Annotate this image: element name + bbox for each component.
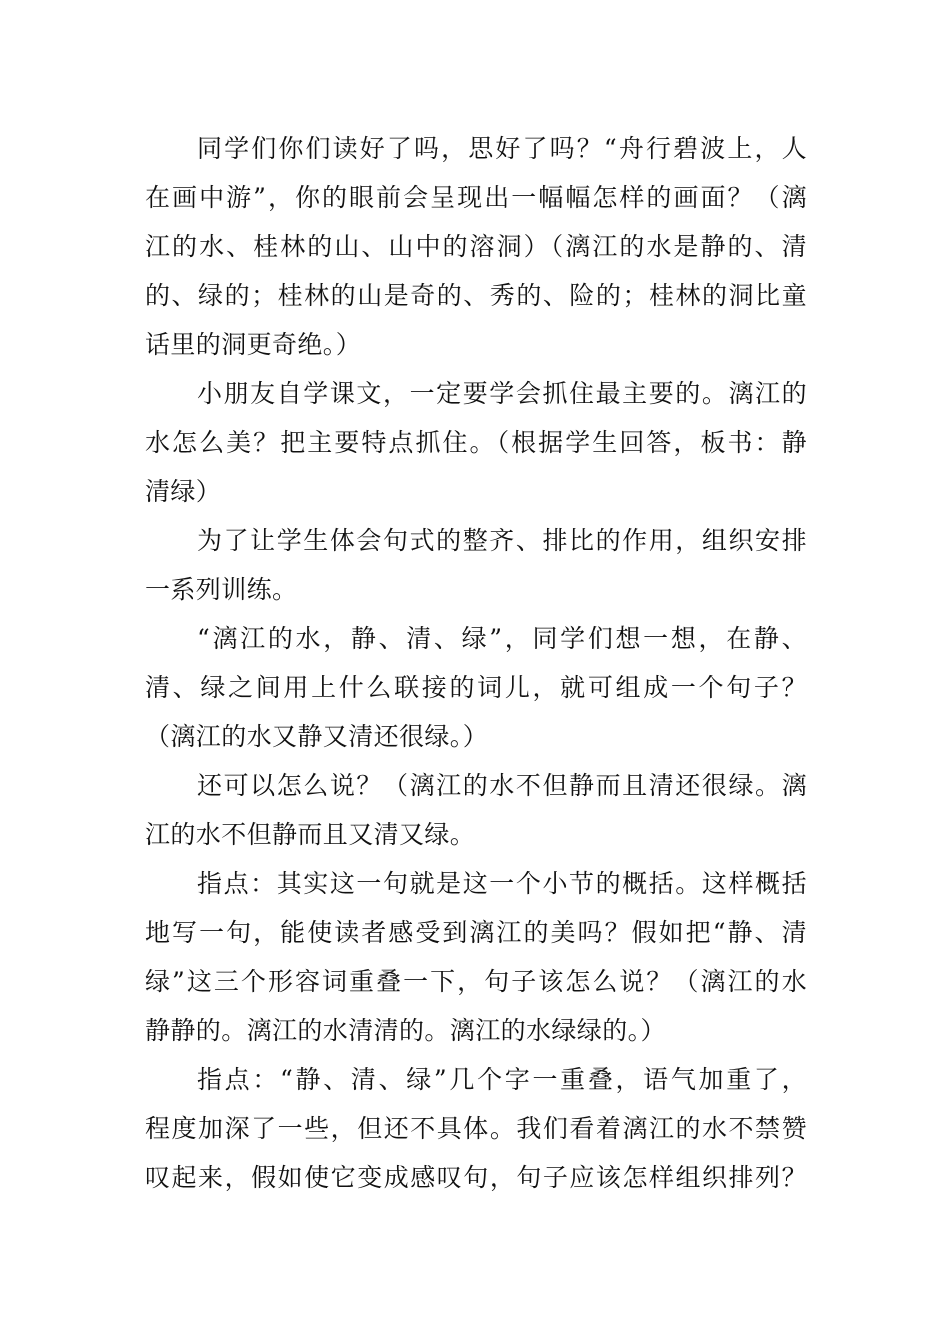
text-line: 地写一句，能使读者感受到漓江的美吗？假如把“静、清 xyxy=(145,918,807,947)
paragraph-4 xyxy=(145,614,807,761)
text-line: 程度加深了一些，但还不具体。我们看着漓江的水不禁赞 xyxy=(145,1114,807,1143)
text-line: 水怎么美？把主要特点抓住。（根据学生回答，板书：静 xyxy=(145,428,807,457)
text-line: （漓江的水又静又清还很绿。） xyxy=(145,722,489,751)
paragraph-7 xyxy=(145,1055,807,1202)
text-line: 江的水不但静而且又清又绿。 xyxy=(145,820,476,849)
paragraph-3 xyxy=(145,516,807,614)
text-line: 叹起来，假如使它变成感叹句，句子应该怎样组织排列？ xyxy=(145,1163,807,1192)
text-line: 同学们你们读好了吗，思好了吗？“舟行碧波上，人 xyxy=(197,134,807,163)
text-line: 静静的。漓江的水清清的。漓江的水绿绿的。） xyxy=(145,1016,666,1045)
text-line: 绿”这三个形容词重叠一下，句子该怎么说？（漓江的水 xyxy=(145,967,807,996)
text-line: 小朋友自学课文，一定要学会抓住最主要的。漓江的 xyxy=(197,379,807,408)
text-line: 在画中游”，你的眼前会呈现出一幅幅怎样的画面？（漓 xyxy=(145,183,807,212)
text-line: 指点：其实这一句就是这一个小节的概括。这样概括 xyxy=(197,869,807,898)
text-line: 为了让学生体会句式的整齐、排比的作用，组织安排 xyxy=(197,526,807,555)
paragraph-5 xyxy=(145,761,807,859)
text-line: 清绿） xyxy=(145,477,222,506)
paragraph-6 xyxy=(145,859,807,1055)
paragraph-2 xyxy=(145,369,807,516)
text-line: 清、绿之间用上什么联接的词儿，就可组成一个句子？ xyxy=(145,673,807,702)
text-line: 江的水、桂林的山、山中的溶洞）（漓江的水是静的、清 xyxy=(145,232,807,261)
paragraph-1 xyxy=(145,124,807,369)
text-line: 一系列训练。 xyxy=(145,575,298,604)
text-line: “漓江的水，静、清、绿”，同学们想一想，在静、 xyxy=(197,624,807,653)
text-line: 还可以怎么说？（漓江的水不但静而且清还很绿。漓 xyxy=(197,771,807,800)
text-line: 指点：“静、清、绿”几个字一重叠，语气加重了， xyxy=(197,1065,807,1094)
text-line: 的、绿的；桂林的山是奇的、秀的、险的；桂林的洞比童 xyxy=(145,281,807,310)
text-line: 话里的洞更奇绝。） xyxy=(145,330,362,359)
document-page xyxy=(145,124,807,1202)
